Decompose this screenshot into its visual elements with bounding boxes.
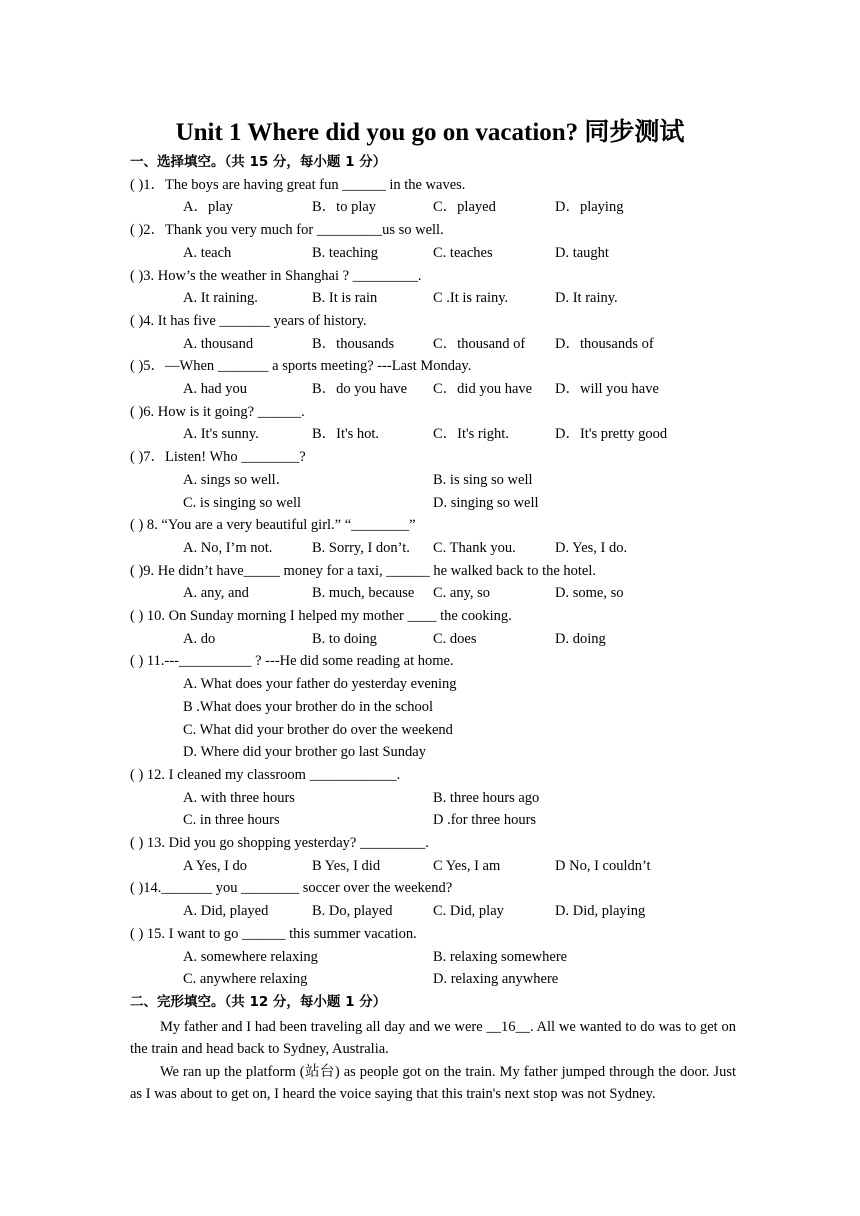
answer-option: A. any, and: [183, 585, 249, 602]
answer-option: A. thousand: [183, 335, 254, 352]
answer-option: C．It's right.: [433, 426, 509, 443]
answer-option: A. It raining.: [183, 290, 258, 307]
answer-option: B. teaching: [312, 244, 379, 261]
answer-option: A. No, I’m not.: [183, 539, 273, 556]
section-heading-choice: 一、选择填空。（共 15 分，每小题 1 分）: [130, 154, 387, 170]
question-stem: ( ) 10. On Sunday morning I helped my mother ____ the cooking.: [130, 608, 512, 624]
section-heading-cloze: 二、完形填空。（共 12 分，每小题 1 分）: [130, 993, 387, 1010]
answer-option: D．It's pretty good: [555, 426, 668, 443]
answer-option: B. three hours ago: [433, 789, 540, 806]
answer-option: C. any, so: [433, 585, 491, 602]
question-stem: ( )5．—When _______ a sports meeting? ---Last Monday.: [130, 358, 472, 375]
answer-option: A. sings so well．: [183, 471, 291, 488]
question-stem: ( )1．The boys are having great fun ______ in the waves.: [130, 176, 466, 193]
answer-option: B. relaxing somewhere: [433, 948, 568, 965]
question-stem: ( )3. How’s the weather in Shanghai ? _________.: [130, 267, 422, 284]
answer-option: A. had you: [183, 381, 248, 397]
question-stem: ( )14._______ you ________ soccer over the weekend?: [130, 880, 453, 897]
answer-option: B．do you have: [312, 381, 408, 397]
answer-option: D. It rainy.: [555, 290, 618, 307]
answer-option: B．It's hot.: [312, 426, 380, 443]
question-stem: ( ) 11.---__________ ? ---He did some reading at home.: [130, 653, 454, 670]
answer-option: C. Did, play: [433, 903, 504, 920]
answer-option: C. is singing so well: [183, 494, 302, 511]
answer-option: B. is sing so well: [433, 471, 533, 488]
answer-option: B．to play: [312, 199, 377, 216]
cloze-paragraph: We ran up the platform (站台) as people got on the train. My father jumped through the door. Just as I was about to get on, I heard the voice saying that this train's next stop was not Sydney.: [130, 1063, 736, 1103]
answer-option: C .It is rainy.: [433, 290, 509, 307]
answer-option: C．thousand of: [433, 335, 526, 352]
answer-option: B. Do, played: [312, 903, 393, 920]
answer-option: D. doing: [555, 630, 606, 647]
answer-option: C. anywhere relaxing: [183, 971, 308, 988]
answer-option: C. teaches: [433, 244, 493, 261]
answer-option: A. do: [183, 630, 216, 647]
answer-option: D. relaxing anywhere: [433, 971, 559, 988]
answer-option: B. Sorry, I don’t.: [312, 539, 410, 556]
answer-option: B. It is rain: [312, 290, 378, 307]
question-stem: ( )9. He didn’t have_____ money for a taxi, ______ he walked back to the hotel.: [130, 562, 597, 579]
answer-option: B．thousands: [312, 335, 395, 352]
question-stem: ( )6. How is it going? ______.: [130, 403, 305, 420]
answer-option: D．thousands of: [555, 335, 654, 352]
question-stem: ( )2．Thank you very much for _________us so well.: [130, 222, 444, 239]
answer-option: D. Did, playing: [555, 903, 646, 920]
answer-option: D. taught: [555, 244, 609, 261]
answer-option: D．will you have: [555, 381, 659, 397]
answer-option: B .What does your brother do in the school: [183, 698, 434, 715]
answer-option: C. in three hours: [183, 812, 280, 829]
question-stem: ( )4. It has five _______ years of history.: [130, 312, 367, 329]
question-stem: ( ) 8. “You are a very beautiful girl.” “________”: [130, 517, 416, 534]
answer-option: A. somewhere relaxing: [183, 948, 318, 965]
answer-option: A Yes, I do: [183, 857, 248, 874]
answer-option: D．playing: [555, 199, 624, 216]
answer-option: B. much, because: [312, 585, 415, 602]
answer-option: A. It's sunny.: [183, 426, 259, 443]
answer-option: C. What did your brother do over the weekend: [183, 721, 453, 738]
question-stem: ( ) 15. I want to go ______ this summer vacation.: [130, 925, 417, 942]
answer-option: C．did you have: [433, 381, 533, 397]
answer-option: B. to doing: [312, 630, 377, 647]
answer-option: B Yes, I did: [312, 857, 381, 874]
page-title: Unit 1 Where did you go on vacation? 同步测试: [175, 119, 685, 146]
answer-option: A. with three hours: [183, 789, 295, 806]
answer-option: C. does: [433, 630, 477, 647]
answer-option: D No, I couldn’t: [555, 857, 651, 874]
answer-option: D .for three hours: [433, 812, 537, 829]
answer-option: C．played: [433, 199, 496, 216]
answer-option: C Yes, I am: [433, 857, 501, 874]
answer-option: A. teach: [183, 244, 232, 261]
answer-option: D. Where did your brother go last Sunday: [183, 744, 426, 761]
answer-option: D. singing so well: [433, 494, 539, 511]
question-stem: ( ) 12. I cleaned my classroom ____________.: [130, 766, 401, 783]
answer-option: A. Did, played: [183, 903, 269, 920]
answer-option: D. Yes, I do.: [555, 539, 628, 556]
question-stem: ( ) 13. Did you go shopping yesterday? _________.: [130, 835, 429, 851]
cloze-paragraph: My father and I had been traveling all day and we were __16__. All we wanted to do was to get on the train and head back to Sydney, Australia.: [130, 1018, 736, 1058]
question-stem: ( )7．Listen! Who ________?: [130, 449, 306, 466]
answer-option: C. Thank you.: [433, 539, 516, 556]
answer-option: D. some, so: [555, 585, 624, 602]
answer-option: A. What does your father do yesterday evening: [183, 676, 457, 693]
answer-option: A．play: [183, 199, 233, 216]
